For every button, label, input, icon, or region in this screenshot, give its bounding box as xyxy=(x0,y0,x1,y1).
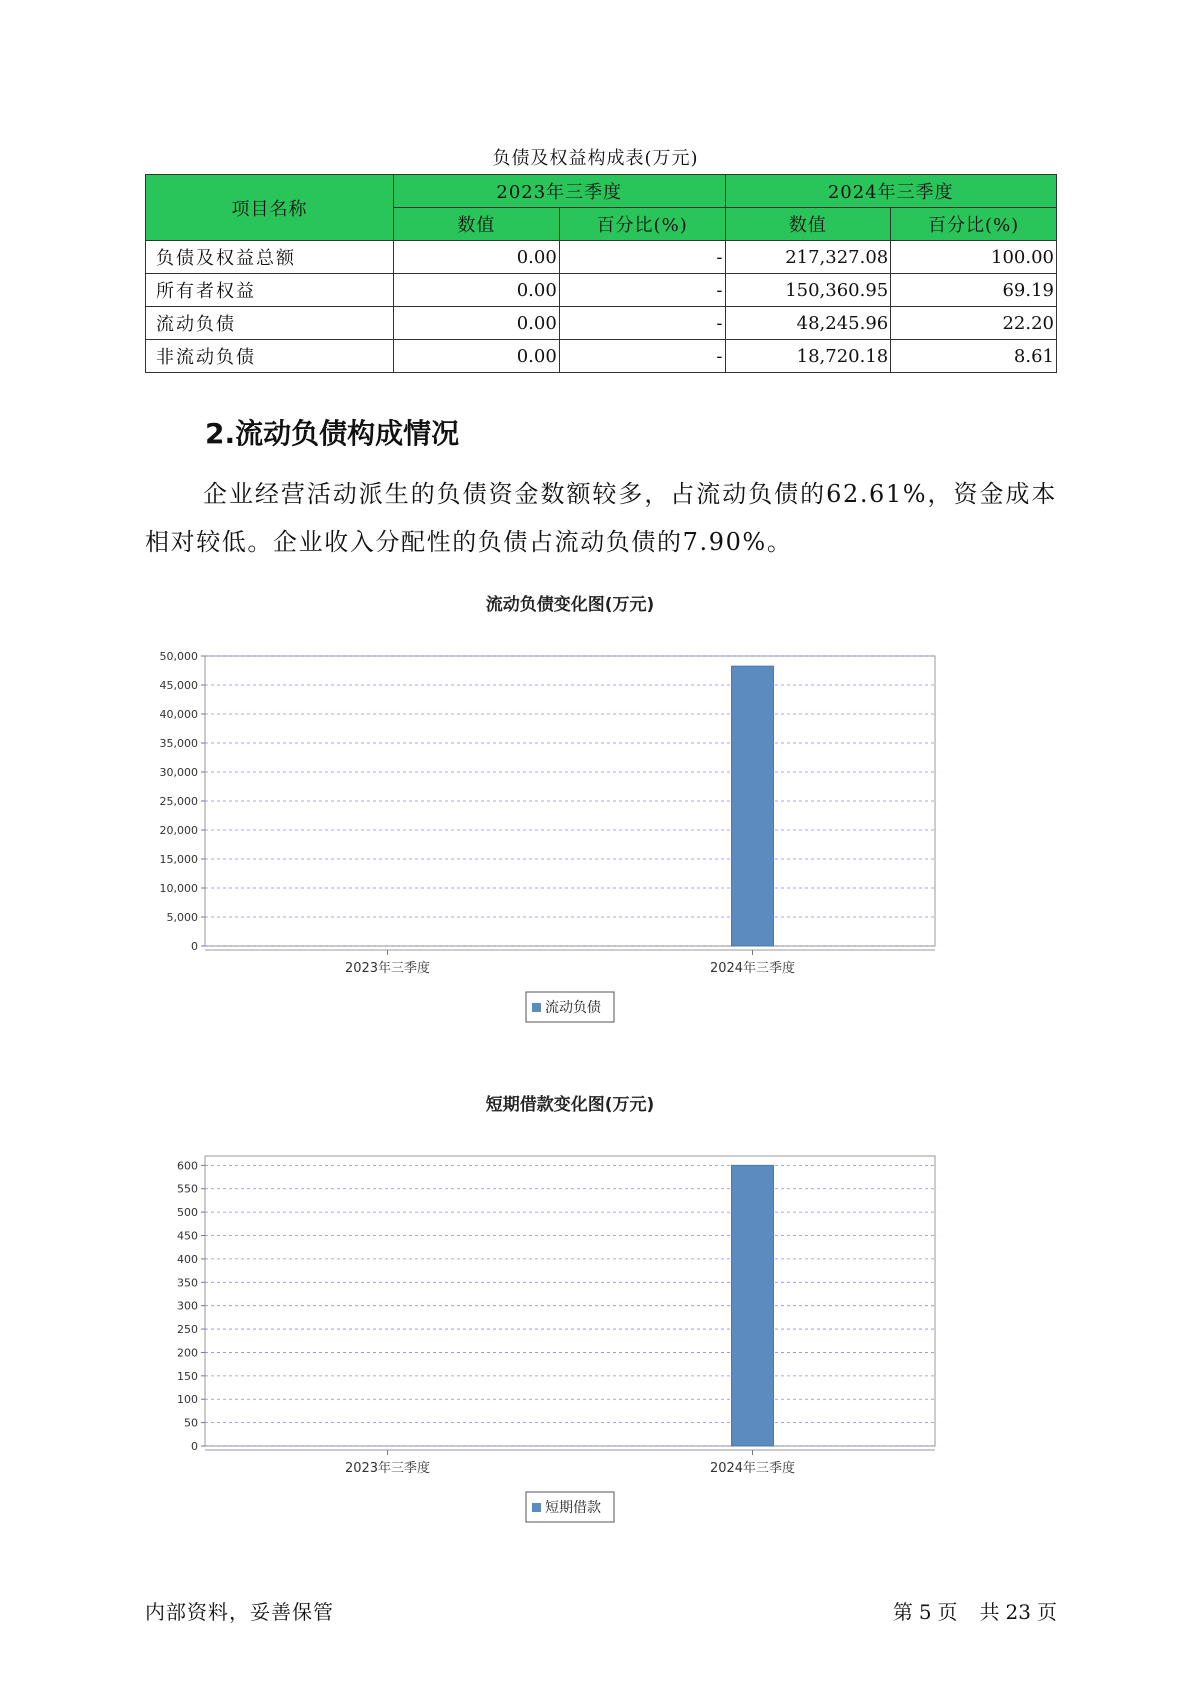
y-tick-label: 100 xyxy=(177,1393,198,1407)
y-tick-label: 0 xyxy=(191,940,198,953)
legend-swatch xyxy=(532,1503,541,1512)
y-tick-label: 25,000 xyxy=(159,795,198,808)
x-tick-label: 2024年三季度 xyxy=(709,961,796,976)
table-row xyxy=(146,307,1057,340)
y-tick-label: 450 xyxy=(177,1229,198,1243)
cell-percent-2023: - xyxy=(559,274,725,307)
cell-value-2023: 0.00 xyxy=(394,241,560,274)
y-tick-label: 20,000 xyxy=(159,824,198,837)
y-tick-label: 40,000 xyxy=(159,708,198,721)
footer-page-number xyxy=(887,1596,1057,1625)
cell-value-2024: 48,245.96 xyxy=(725,307,891,340)
page-label-3: 共 xyxy=(979,1600,1000,1624)
cell-percent-2024: 8.61 xyxy=(891,340,1057,373)
liability-equity-table xyxy=(145,174,1057,373)
cell-percent-2024: 69.19 xyxy=(891,274,1057,307)
page-label-2: 页 xyxy=(937,1600,958,1624)
cell-percent-2023: - xyxy=(559,340,725,373)
page-current: 5 xyxy=(918,1600,932,1624)
page-total: 23 xyxy=(1005,1600,1031,1624)
y-tick-label: 250 xyxy=(177,1323,198,1337)
legend-label: 短期借款 xyxy=(545,1500,601,1516)
cell-value-2023: 0.00 xyxy=(394,307,560,340)
y-tick-label: 0 xyxy=(191,1440,198,1453)
bar xyxy=(732,1165,774,1446)
current-liabilities-chart xyxy=(145,588,1057,1038)
section-heading: 2.流动负债构成情况 xyxy=(205,417,460,450)
cell-value-2024: 150,360.95 xyxy=(725,274,891,307)
section-paragraph: 企业经营活动派生的负债资金数额较多，占流动负债的62.61%，资金成本相对较低。企业收入分配性的负债占流动负债的7.90%。 xyxy=(145,480,1057,556)
x-tick-label: 2023年三季度 xyxy=(344,1461,431,1476)
short-term-loans-chart xyxy=(145,1088,1057,1538)
y-tick-label: 350 xyxy=(177,1276,198,1290)
y-tick-label: 200 xyxy=(177,1346,198,1360)
y-tick-label: 5,000 xyxy=(166,911,198,924)
page-label-1: 第 xyxy=(892,1600,913,1624)
cell-value-2023: 0.00 xyxy=(394,340,560,373)
row-name: 非流动负债 xyxy=(146,340,394,373)
table-caption: 负债及权益构成表(万元) xyxy=(492,148,699,169)
header-item-name: 项目名称 xyxy=(146,175,394,241)
row-name: 所有者权益 xyxy=(146,274,394,307)
row-name: 流动负债 xyxy=(146,307,394,340)
table-row xyxy=(146,274,1057,307)
y-tick-label: 550 xyxy=(177,1182,198,1196)
current-liabilities-chart-svg xyxy=(145,588,1057,1038)
chart-title: 短期借款变化图(万元) xyxy=(485,1095,655,1115)
legend-swatch xyxy=(532,1003,541,1012)
row-name: 负债及权益总额 xyxy=(146,241,394,274)
cell-value-2024: 217,327.08 xyxy=(725,241,891,274)
y-tick-label: 50,000 xyxy=(159,650,198,663)
y-tick-label: 50 xyxy=(184,1416,198,1430)
subheader-value-2023: 数值 xyxy=(394,208,560,241)
cell-percent-2023: - xyxy=(559,307,725,340)
cell-percent-2023: - xyxy=(559,241,725,274)
subheader-value-2024: 数值 xyxy=(725,208,891,241)
y-tick-label: 15,000 xyxy=(159,853,198,866)
header-period-2023: 2023年三季度 xyxy=(394,175,725,208)
y-tick-label: 10,000 xyxy=(159,882,198,895)
header-period-2024: 2024年三季度 xyxy=(725,175,1056,208)
x-tick-label: 2024年三季度 xyxy=(709,1461,796,1476)
table-row xyxy=(146,340,1057,373)
y-tick-label: 600 xyxy=(177,1159,198,1173)
y-tick-label: 30,000 xyxy=(159,766,198,779)
y-tick-label: 300 xyxy=(177,1299,198,1313)
chart-title: 流动负债变化图(万元) xyxy=(485,595,655,615)
y-tick-label: 45,000 xyxy=(159,679,198,692)
cell-percent-2024: 100.00 xyxy=(891,241,1057,274)
plot-area xyxy=(205,1156,935,1446)
cell-value-2024: 18,720.18 xyxy=(725,340,891,373)
page-label-4: 页 xyxy=(1037,1600,1057,1624)
legend-label: 流动负债 xyxy=(545,1000,601,1016)
bar xyxy=(732,666,774,946)
y-tick-label: 150 xyxy=(177,1369,198,1383)
y-tick-label: 400 xyxy=(177,1252,198,1266)
y-tick-label: 500 xyxy=(177,1206,198,1220)
subheader-percent-2023: 百分比(%) xyxy=(559,208,725,241)
table-row xyxy=(146,241,1057,274)
subheader-percent-2024: 百分比(%) xyxy=(891,208,1057,241)
cell-value-2023: 0.00 xyxy=(394,274,560,307)
y-tick-label: 35,000 xyxy=(159,737,198,750)
footer-confidential: 内部资料，妥善保管 xyxy=(145,1600,334,1624)
cell-percent-2024: 22.20 xyxy=(891,307,1057,340)
short-term-loans-chart-svg xyxy=(145,1088,1057,1538)
x-tick-label: 2023年三季度 xyxy=(344,961,431,976)
